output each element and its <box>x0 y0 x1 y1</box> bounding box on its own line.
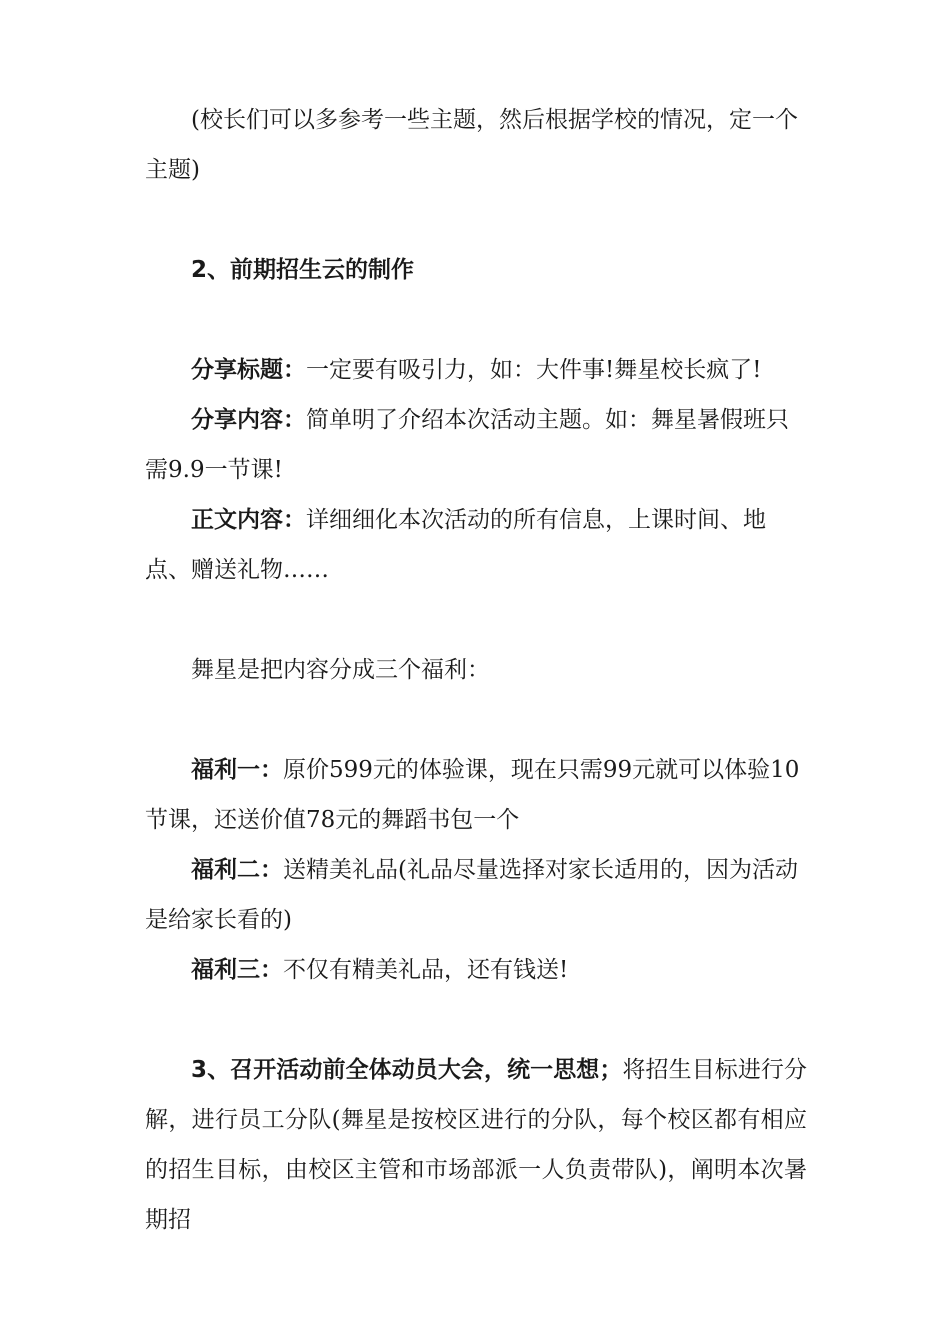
welfare-3-paragraph <box>145 945 807 995</box>
body-content-label: 正文内容： <box>191 506 306 533</box>
welfare-3-text: 不仅有精美礼品，还有钱送! <box>283 957 569 983</box>
share-title-text: 一定要有吸引力，如：大件事!舞星校长疯了! <box>306 357 762 383</box>
share-content-paragraph <box>145 395 807 495</box>
welfare-2-text: 送精美礼品(礼品尽量选择对家长适用的，因为活动是给家长看的) <box>145 857 798 933</box>
section-3-paragraph <box>145 1045 807 1245</box>
welfare-intro-paragraph: 舞星是把内容分成三个福利： <box>191 657 490 683</box>
body-content-paragraph <box>145 495 807 595</box>
welfare-2-label: 福利二： <box>191 856 283 883</box>
welfare-1-paragraph <box>145 745 807 845</box>
section-3-label: 3、召开活动前全体动员大会，统一思想； <box>191 1057 623 1083</box>
welfare-1-text: 原价599元的体验课，现在只需99元就可以体验10节课，还送价值78元的舞蹈书包一个 <box>145 757 800 833</box>
body-content-text: 详细细化本次活动的所有信息，上课时间、地点、赠送礼物…… <box>145 507 766 583</box>
share-content-label: 分享内容： <box>191 406 306 433</box>
share-title-paragraph <box>145 345 807 395</box>
note-paragraph: (校长们可以多参考一些主题，然后根据学校的情况，定一个主题) <box>145 107 798 183</box>
section-2-heading: 2、前期招生云的制作 <box>191 257 415 283</box>
share-content-text: 简单明了介绍本次活动主题。如：舞星暑假班只需9.9一节课! <box>145 407 789 483</box>
welfare-1-label: 福利一： <box>191 756 283 783</box>
section-3-text: 将招生目标进行分解，进行员工分队(舞星是按校区进行的分队，每个校区都有相应的招生目标，由校区主管和市场部派一人负责带队)，阐明本次暑期招 <box>145 1057 808 1233</box>
welfare-3-label: 福利三： <box>191 956 283 983</box>
welfare-2-paragraph <box>145 845 807 945</box>
share-title-label: 分享标题： <box>191 356 306 383</box>
